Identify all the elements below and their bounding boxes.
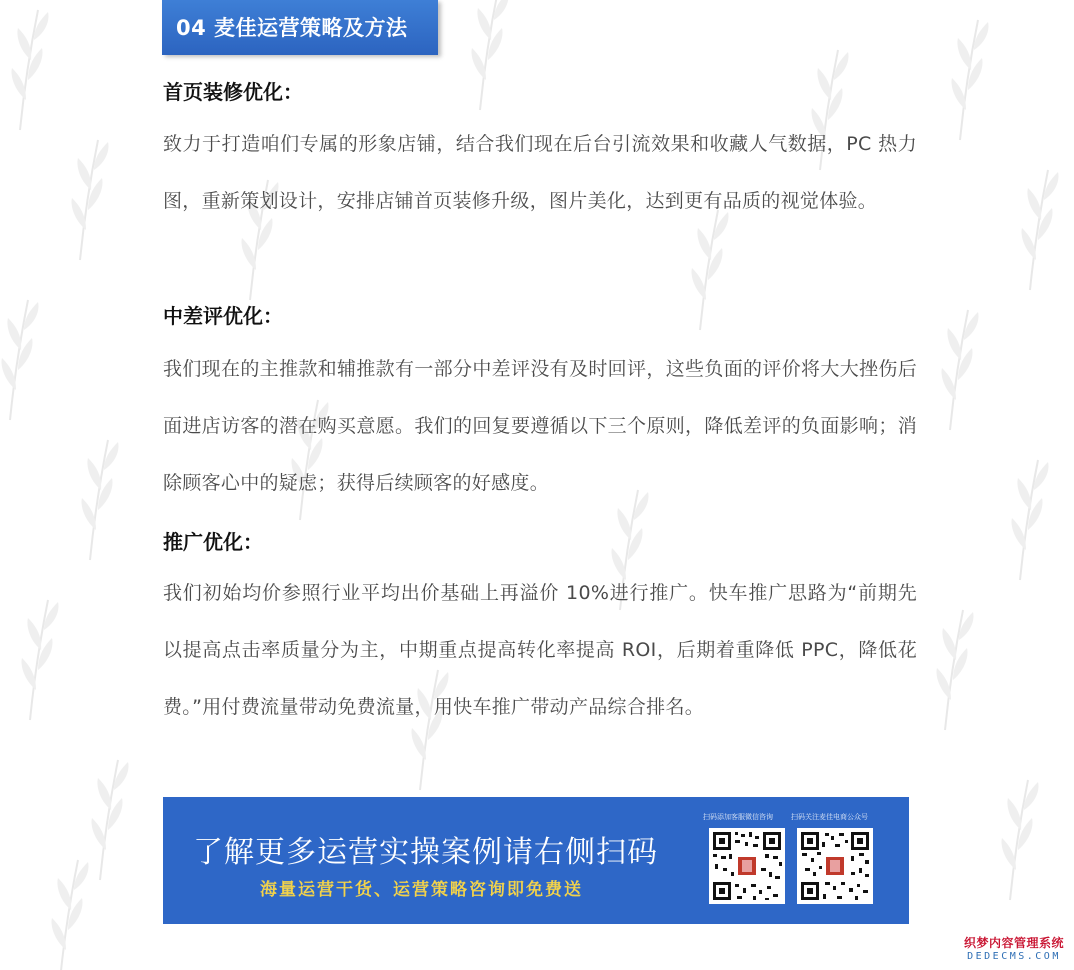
contact-banner — [163, 797, 909, 924]
heading-promotion-optimization: 推广优化： — [163, 530, 263, 554]
banner-subtitle: 海量运营干货、运营策略咨询即免费送 — [260, 880, 583, 900]
watermark-en: DEDECMS.COM — [967, 951, 1061, 962]
dedecms-watermark — [964, 937, 1064, 962]
qr-caption: 扫码添加客服微信咨询 — [703, 813, 773, 821]
qr-code-icon[interactable] — [709, 828, 785, 904]
paragraph-promotion-optimization: 我们初始均价参照行业平均出价基础上再溢价 10%进行推广。快车推广思路为“前期先以提高点击率质量分为主，中期重点提高转化率提高 ROI，后期着重降低 PPC，降低花费。”用付费流量带动免费流量，用快车推广带动产品综合排名。 — [163, 582, 917, 718]
qr-customer-service[interactable] — [703, 812, 789, 904]
qr-caption: 扫码关注麦佳电商公众号 — [791, 813, 868, 821]
paragraph-review-optimization: 我们现在的主推款和辅推款有一部分中差评没有及时回评，这些负面的评价将大大挫伤后面进店访客的潜在购买意愿。我们的回复要遵循以下三个原则，降低差评的负面影响；消除顾客心中的疑虑；获得后续顾客的好感度。 — [163, 358, 917, 494]
watermark-cn: 织梦内容管理系统 — [963, 936, 1064, 950]
paragraph-homepage-optimization: 致力于打造咱们专属的形象店铺，结合我们现在后台引流效果和收藏人气数据，PC 热力图，重新策划设计，安排店铺首页装修升级，图片美化，达到更有品质的视觉体验。 — [163, 133, 917, 212]
section-title-tab — [162, 0, 438, 55]
qr-official-account[interactable] — [791, 812, 877, 904]
qr-code-icon[interactable] — [797, 828, 873, 904]
banner-title: 了解更多运营实操案例请右侧扫码 — [193, 835, 658, 870]
heading-review-optimization: 中差评优化： — [163, 304, 283, 328]
section-title: 04 麦佳运营策略及方法 — [176, 16, 408, 40]
heading-homepage-optimization: 首页装修优化： — [163, 80, 303, 104]
